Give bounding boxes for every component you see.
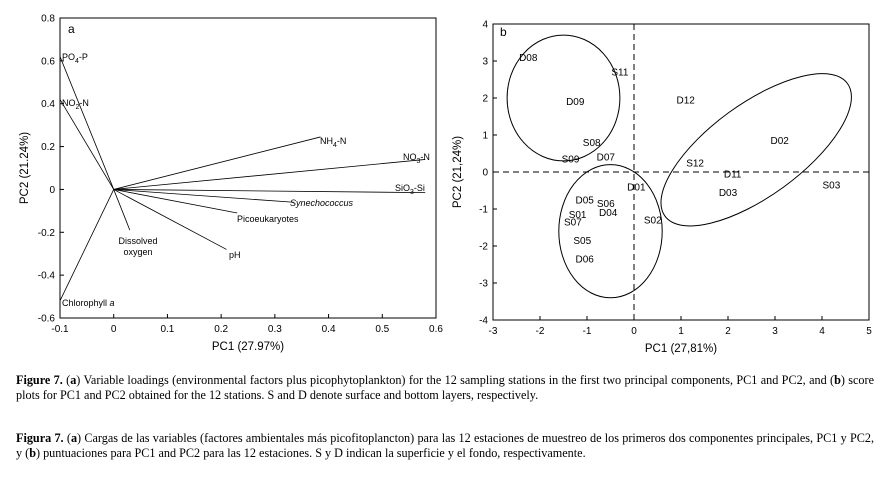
panel-a-y-tick-label: 0 xyxy=(49,184,55,196)
label-part: -N xyxy=(336,136,347,146)
label-part: -Si xyxy=(413,183,425,193)
label-part: NO xyxy=(403,152,417,162)
station-point-label: D11 xyxy=(723,169,742,181)
panel-b-plot-frame xyxy=(493,24,869,320)
panel-a-y-tick-label: -0.6 xyxy=(37,313,55,325)
panel-a-x-tick-label: 0.1 xyxy=(160,324,175,335)
label-part: NH xyxy=(320,136,333,146)
label-part: -N xyxy=(79,98,89,108)
caption-text: b xyxy=(834,373,841,387)
loading-vector-label: Synechococcus xyxy=(290,198,354,208)
loading-vector-line xyxy=(114,189,426,192)
label-subscript: 3 xyxy=(416,158,421,165)
station-point-label: S09 xyxy=(561,154,580,166)
panel-b-y-tick-label: 3 xyxy=(482,56,488,68)
panel-a-letter: a xyxy=(68,22,75,36)
station-point-label: D12 xyxy=(676,95,695,107)
panel-b-x-tick-label: -3 xyxy=(488,326,498,337)
station-point-label: D01 xyxy=(627,182,646,194)
caption-text: ) Cargas de las variables (factores ambientales más picofitoplancton) para las 12 estaciones de muestreo de los primeros dos componentes principales, PC1 y PC2, y ( xyxy=(16,431,874,461)
panel-a-y-tick-label: 0.2 xyxy=(41,142,55,154)
loading-vector-line xyxy=(60,189,114,300)
station-point-label: D09 xyxy=(566,97,585,109)
loading-vector-line xyxy=(114,189,238,213)
loading-vector-line xyxy=(114,159,426,189)
panel-a-x-tick-label: 0.5 xyxy=(375,324,390,335)
panel-b-y-tick-label: 0 xyxy=(482,167,488,179)
loading-vector-label: Picoeukaryotes xyxy=(237,214,299,224)
station-point-label: D03 xyxy=(718,187,738,199)
station-point-label: D08 xyxy=(519,52,538,64)
label-part: Chlorophyll xyxy=(62,298,110,308)
panel-a-x-axis-label: PC1 (27.97%) xyxy=(211,341,285,353)
label-line: oxygen xyxy=(123,247,153,257)
panel-b-y-axis-label: PC2 (21,24%) xyxy=(452,135,464,209)
panel-b-score-plot xyxy=(452,20,875,356)
panel-b-y-tick-label: -3 xyxy=(479,278,488,290)
panel-a-x-tick-label: 0.6 xyxy=(429,324,443,335)
label-subscript: 3 xyxy=(410,189,414,196)
panel-b-x-tick-label: 1 xyxy=(678,326,684,337)
station-point-label: S06 xyxy=(596,198,615,210)
caption-text: b xyxy=(29,446,36,461)
label-part: PO xyxy=(62,52,76,62)
loading-vector-line xyxy=(60,99,114,189)
panel-b-x-tick-label: -1 xyxy=(582,326,592,337)
panel-a-plot-frame xyxy=(60,18,436,318)
group-ellipse xyxy=(638,46,875,253)
panel-b-x-tick-label: 5 xyxy=(866,326,872,337)
panel-b-x-tick-label: 2 xyxy=(725,326,731,337)
panel-b-x-axis-label: PC1 (27,81%) xyxy=(644,343,718,355)
loading-vector-label xyxy=(320,136,346,149)
panel-a-x-tick-label: 0 xyxy=(110,324,117,335)
panel-a-y-tick-label: 0.8 xyxy=(41,13,55,25)
caption-text: ) puntuaciones para PC1 and PC2 para las 12 estaciones. S y D indican la superficie y el fondo, respectivamente. xyxy=(35,446,586,461)
panel-b-y-tick-label: 4 xyxy=(482,19,488,31)
station-point-label: S08 xyxy=(582,137,601,149)
panel-b-letter: b xyxy=(500,25,507,39)
panel-a-y-tick-label: 0.6 xyxy=(41,56,55,68)
label-part: NO xyxy=(62,98,76,108)
loading-vector-label xyxy=(403,152,430,165)
loading-vector-label xyxy=(395,183,425,196)
station-point-label: S05 xyxy=(573,235,592,247)
caption-text: ( xyxy=(62,373,71,387)
panel-a-y-axis-label: PC2 (21.24%) xyxy=(19,131,31,205)
label-line: Dissolved xyxy=(118,236,158,246)
panel-b-y-tick-label: 1 xyxy=(482,130,488,142)
caption-spanish xyxy=(16,431,874,461)
station-point-label: D07 xyxy=(596,152,615,164)
caption-text: a xyxy=(70,373,77,387)
label-part: -P xyxy=(78,52,88,62)
loading-vector-label: pH xyxy=(229,250,241,260)
station-point-label: S01 xyxy=(568,210,587,222)
panel-a-x-tick-label: 0.4 xyxy=(321,324,336,335)
station-point-label: D05 xyxy=(575,195,594,207)
loading-vector-line xyxy=(114,189,130,230)
loading-vector-label xyxy=(62,298,115,308)
panel-a-y-tick-label: 0.4 xyxy=(41,99,55,111)
station-point-label: S03 xyxy=(822,180,841,192)
loading-vector-line xyxy=(114,137,321,190)
panel-b-x-tick-label: 3 xyxy=(772,326,778,337)
station-point-label: S11 xyxy=(611,67,629,79)
group-ellipse xyxy=(559,165,662,298)
station-point-label: D06 xyxy=(575,254,594,266)
panel-b-x-tick-label: 0 xyxy=(631,326,637,337)
station-point-label: S07 xyxy=(564,217,582,229)
loading-vector-line xyxy=(60,57,114,190)
label-subscript: 4 xyxy=(333,142,337,149)
label-subscript: 2 xyxy=(75,104,80,111)
station-point-label: S12 xyxy=(686,158,704,170)
panel-a-y-tick-label: -0.4 xyxy=(37,270,55,282)
panel-b-y-tick-label: -2 xyxy=(479,241,488,253)
station-point-label: S02 xyxy=(643,215,662,227)
caption-text: a xyxy=(70,431,78,445)
caption-text: ) score plots for PC1 and PC2 obtained for the 12 stations. S and D denote surface and bottom layers, respectively. xyxy=(16,373,874,403)
panel-b-y-tick-label: -1 xyxy=(479,204,488,216)
caption-figure-label: Figura 7. xyxy=(16,431,64,445)
caption-text: ( xyxy=(63,431,71,445)
label-part: -N xyxy=(420,152,430,162)
panel-a-x-tick-label: 0.2 xyxy=(214,324,229,335)
loading-vector-label xyxy=(118,236,157,257)
panel-b-x-tick-label: -2 xyxy=(535,326,545,337)
label-subscript: 4 xyxy=(75,58,79,65)
panel-a-x-tick-label: 0.3 xyxy=(267,324,282,335)
panel-a-x-tick-label: -0.1 xyxy=(51,324,69,335)
station-point-label: D02 xyxy=(770,136,789,148)
station-point-label: D04 xyxy=(598,208,618,220)
loading-vector-label xyxy=(62,52,88,65)
panel-b-y-tick-label: 2 xyxy=(482,93,488,105)
panel-a-loadings-plot xyxy=(19,14,443,354)
caption-text: ) Variable loadings (environmental factors plus picophytoplankton) for the 12 sampling stations in the first two principal components, PC1 and PC2, and ( xyxy=(76,373,835,387)
label-italic-part: a xyxy=(109,298,115,308)
caption-english xyxy=(16,373,874,403)
panel-b-y-tick-label: -4 xyxy=(479,315,488,327)
panel-b-x-tick-label: 4 xyxy=(819,326,825,337)
caption-figure-label: Figure 7. xyxy=(16,373,63,387)
panel-a-y-tick-label: -0.2 xyxy=(37,227,55,239)
label-part: SiO xyxy=(395,183,411,193)
